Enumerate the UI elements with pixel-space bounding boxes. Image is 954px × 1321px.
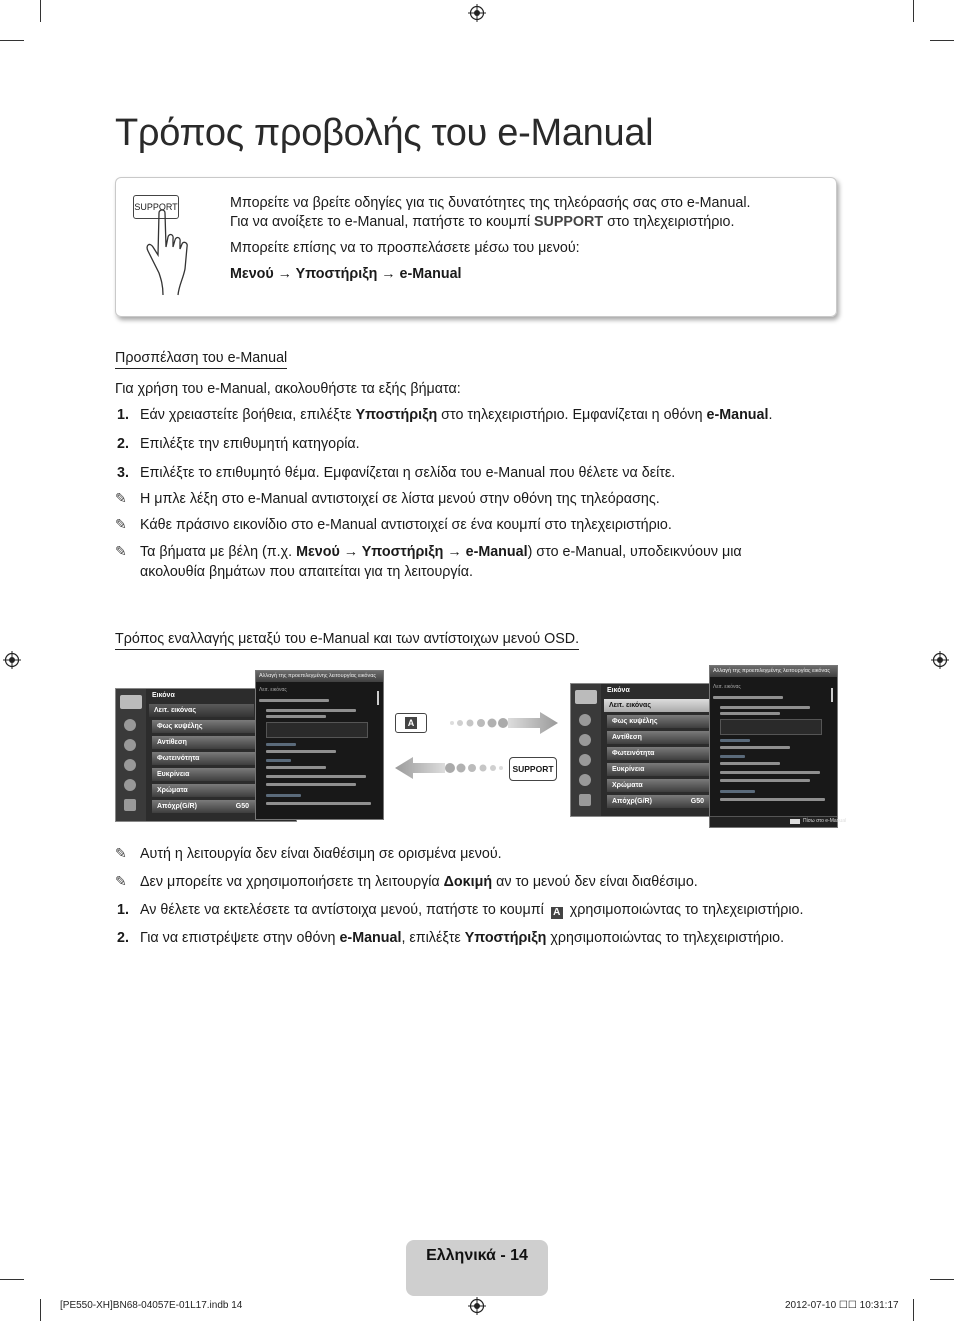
- support-icon: [124, 799, 136, 811]
- step-number: 1.: [117, 902, 129, 918]
- page-number-badge: Ελληνικά - 14: [406, 1240, 548, 1296]
- picture-icon: [575, 690, 597, 704]
- crop-mark: [40, 0, 41, 22]
- note-icon: ✎: [115, 516, 127, 532]
- channel-icon: [124, 739, 136, 751]
- registration-mark-icon: [931, 651, 949, 669]
- network-icon: [124, 759, 136, 771]
- sound-icon: [124, 719, 136, 731]
- note-icon: ✎: [115, 490, 127, 506]
- menu-item[interactable]: Λειτ. εικόνας: [149, 704, 254, 717]
- note-icon: ✎: [115, 543, 127, 559]
- note-text: Τα βήματα με βέλη (π.χ. Μενού → Υποστήριξη → e-Manual) στο e-Manual, υποδεικνύουν μια: [140, 544, 742, 560]
- menu-item[interactable]: Αντίθεση: [607, 731, 712, 744]
- channel-icon: [579, 734, 591, 746]
- arrow-left-icon: [395, 757, 505, 779]
- panel-subtitle: Λειτ. εικόνας: [259, 687, 287, 693]
- menu-item-selected[interactable]: Λειτ. εικόνας: [604, 699, 712, 712]
- page-title: Τρόπος προβολής του e-Manual: [115, 112, 654, 154]
- step-number: 2.: [117, 436, 129, 452]
- crop-mark: [40, 1299, 41, 1321]
- emanual-panel-left: [255, 670, 384, 820]
- sound-icon: [579, 714, 591, 726]
- registration-mark-icon: [3, 651, 21, 669]
- intro-text: Για χρήση του e-Manual, ακολουθήστε τα εξής βήματα:: [115, 381, 461, 397]
- note-text: Κάθε πράσινο εικονίδιο στο e-Manual αντιστοιχεί σε ένα κουμπί στο τηλεχειριστήριο.: [140, 517, 672, 533]
- menu-item[interactable]: Φως κυψέλης: [152, 720, 257, 733]
- crop-mark: [0, 1279, 24, 1280]
- settings-icon: [124, 779, 136, 791]
- menu-item[interactable]: Φως κυψέλης: [607, 715, 712, 728]
- support-key-text: SUPPORT: [534, 214, 604, 230]
- info-text-line: Για να ανοίξετε το e-Manual, πατήστε το κουμπί SUPPORT στο τηλεχειριστήριο.: [230, 214, 735, 230]
- registration-mark-icon: [468, 4, 486, 22]
- menu-item[interactable]: Φωτεινότητα: [607, 747, 712, 760]
- note-text: Η μπλε λέξη στο e-Manual αντιστοιχεί σε λίστα μενού στην οθόνη της τηλεόρασης.: [140, 491, 660, 507]
- step-text: Επιλέξτε το επιθυμητό θέμα. Εμφανίζεται η σελίδα του e-Manual που θέλετε να δείτε.: [140, 465, 676, 481]
- arrow-right-icon: [448, 712, 558, 734]
- panel-subtitle: Λειτ. εικόνας: [713, 684, 741, 690]
- menu-header: Εικόνα: [607, 687, 630, 694]
- menu-item[interactable]: Χρώματα: [607, 779, 712, 792]
- note-icon: ✎: [115, 873, 127, 889]
- note-text: Αυτή η λειτουργία δεν είναι διαθέσιμη σε ορισμένα μενού.: [140, 846, 502, 862]
- menu-item[interactable]: Φωτεινότητα: [152, 752, 257, 765]
- emanual-panel-right: [709, 665, 847, 828]
- a-key-icon: A: [551, 907, 563, 919]
- return-icon: [790, 819, 800, 824]
- menu-item[interactable]: Ευκρίνεια: [607, 763, 712, 776]
- info-text-line: Μπορείτε να βρείτε οδηγίες για τις δυνατότητες της τηλεόρασής σας στο e-Manual.: [230, 195, 751, 211]
- note-icon: ✎: [115, 845, 127, 861]
- menu-item[interactable]: Απόχρ(G/R) G50: [152, 800, 257, 813]
- panel-title: Αλλαγή της προεπιλεγμένης λειτουργίας εικόνας: [256, 671, 383, 682]
- menu-item[interactable]: Απόχρ(G/R) G50: [607, 795, 712, 808]
- step-text: Επιλέξτε την επιθυμητή κατηγορία.: [140, 436, 360, 452]
- step-text: Εάν χρειαστείτε βοήθεια, επιλέξτε Υποστήριξη στο τηλεχειριστήριο. Εμφανίζεται η οθόνη e-Manual.: [140, 407, 773, 423]
- note-text: Δεν μπορείτε να χρησιμοποιήσετε τη λειτουργία Δοκιμή αν το μενού δεν είναι διαθέσιμο.: [140, 874, 698, 890]
- crop-mark: [930, 40, 954, 41]
- a-button[interactable]: A: [395, 713, 427, 733]
- info-box: [115, 177, 837, 317]
- step-text: Για να επιστρέψετε στην οθόνη e-Manual, επιλέξτε Υποστήριξη χρησιμοποιώντας το τηλεχειριστήριο.: [140, 930, 785, 946]
- menu-item[interactable]: Ευκρίνεια: [152, 768, 257, 781]
- footer-date: 2012-07-10 ☐☐ 10:31:17: [785, 1300, 899, 1311]
- support-button[interactable]: SUPPORT: [509, 757, 557, 781]
- menu-header: Εικόνα: [152, 692, 175, 699]
- crop-mark: [913, 0, 914, 22]
- step-number: 3.: [117, 465, 129, 481]
- menu-item-value: G50: [690, 798, 704, 805]
- menu-item-value: G50: [235, 803, 249, 810]
- picture-icon: [120, 695, 142, 709]
- crop-mark: [0, 40, 24, 41]
- footer-file: [PE550-XH]BN68-04057E-01L17.indb 14: [60, 1300, 243, 1311]
- network-icon: [579, 754, 591, 766]
- panel-footer-text[interactable]: Πίσω στο e-Manual: [803, 818, 847, 824]
- step-number: 2.: [117, 930, 129, 946]
- section-heading: Τρόπος εναλλαγής μεταξύ του e-Manual και των αντίστοιχων μενού OSD.: [115, 631, 579, 650]
- panel-title: Αλλαγή της προεπιλεγμένης λειτουργίας εικόνας: [710, 666, 837, 677]
- settings-icon: [579, 774, 591, 786]
- remote-support-button: SUPPORT: [133, 195, 179, 219]
- registration-mark-icon: [468, 1297, 486, 1315]
- step-number: 1.: [117, 407, 129, 423]
- section-heading: Προσπέλαση του e-Manual: [115, 350, 287, 369]
- support-icon: [579, 794, 591, 806]
- crop-mark: [913, 1299, 914, 1321]
- info-text-line: Μπορείτε επίσης να το προσπελάσετε μέσω του μενού:: [230, 240, 580, 256]
- step-text: Αν θέλετε να εκτελέσετε τα αντίστοιχα μενού, πατήστε το κουμπί A χρησιμοποιώντας το τηλεχειριστήριο.: [140, 902, 804, 918]
- menu-path: Μενού → Υποστήριξη → e-Manual: [230, 266, 462, 282]
- menu-item[interactable]: Αντίθεση: [152, 736, 257, 749]
- note-text: ακολουθία βημάτων που απαιτείται για τη λειτουργία.: [140, 564, 473, 580]
- hand-pressing-icon: [145, 207, 195, 297]
- menu-item[interactable]: Χρώματα: [152, 784, 257, 797]
- crop-mark: [930, 1279, 954, 1280]
